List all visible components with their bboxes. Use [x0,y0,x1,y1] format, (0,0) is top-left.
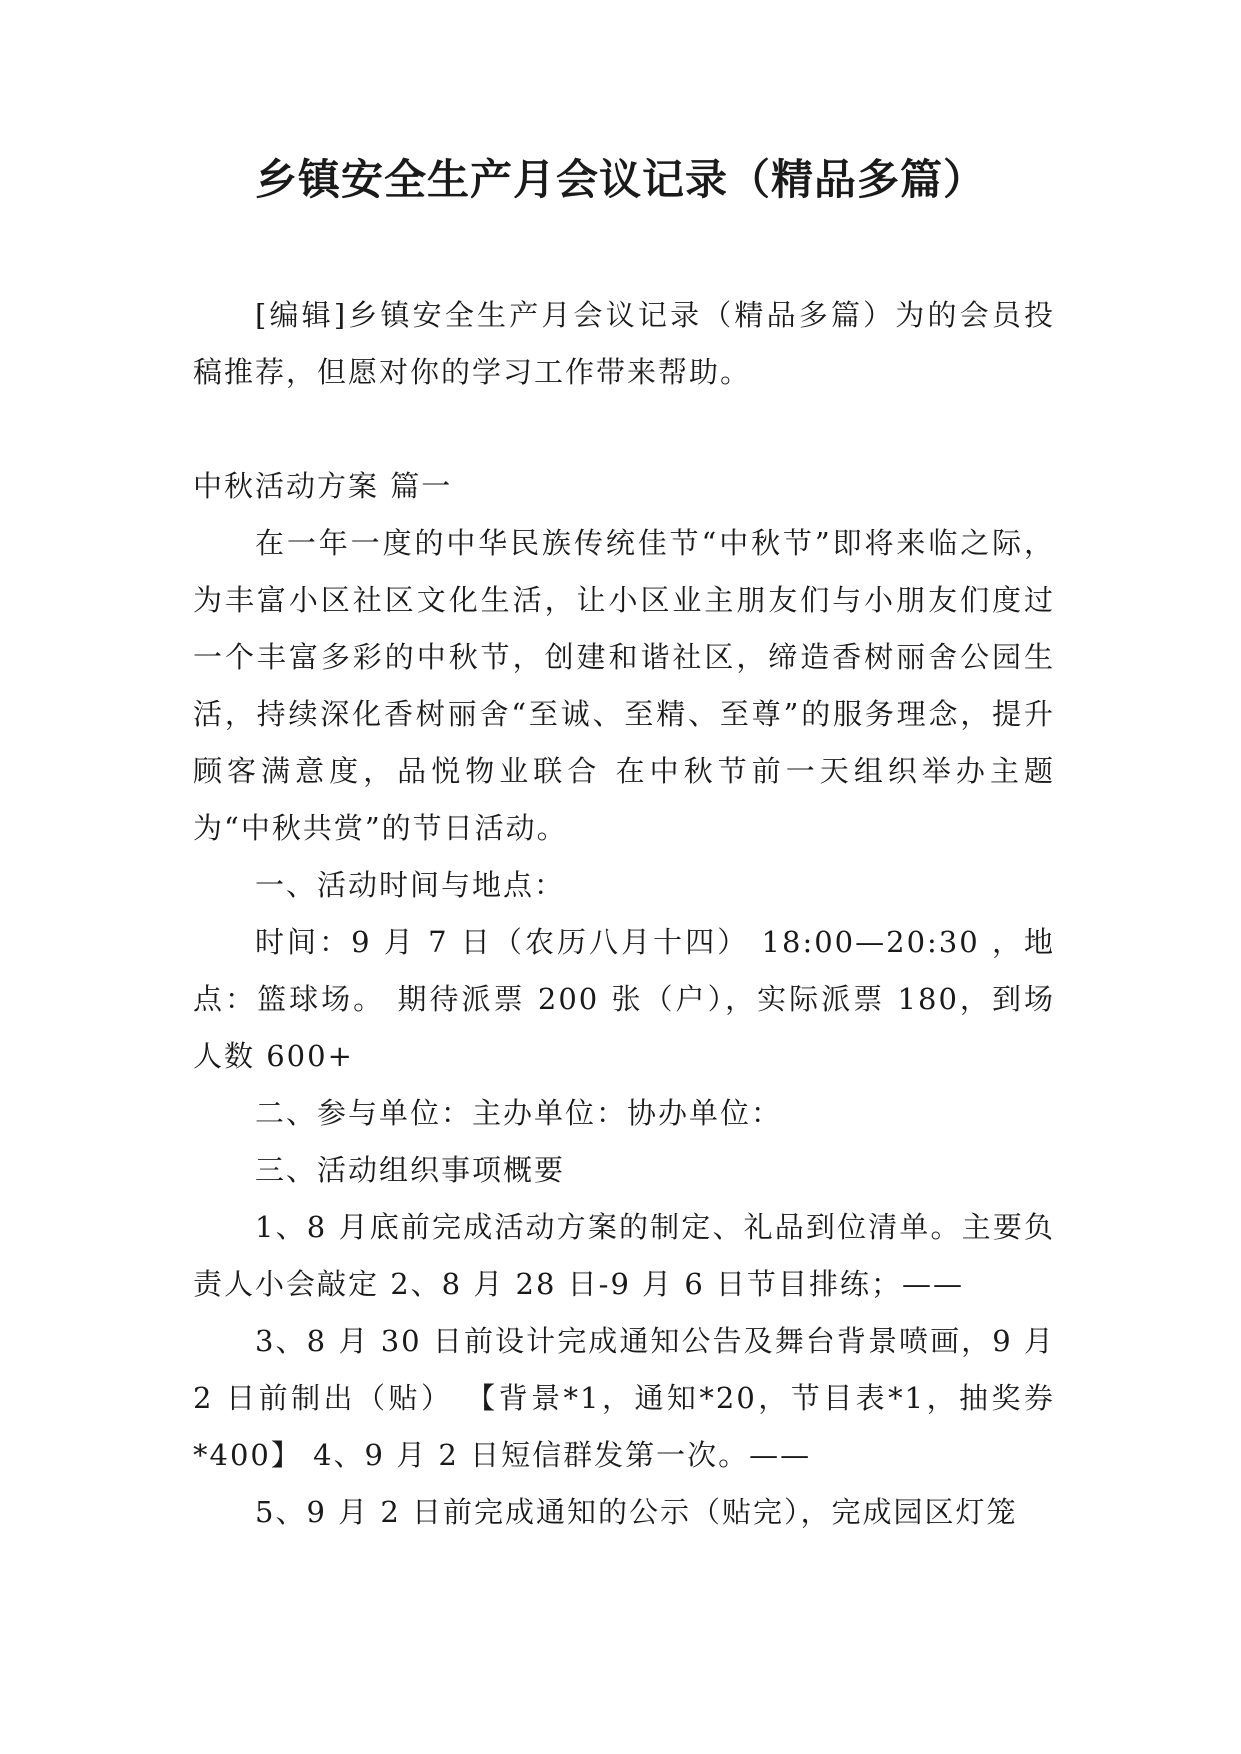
section-heading: 中秋活动方案 篇一 [193,469,453,503]
paragraph-background: 在一年一度的中华民族传统佳节“中秋节”即将来临之际，为丰富小区社区文化生活，让小区业主朋友们与小朋友们度过一个丰富多彩的中秋节，创建和谐社区，缔造香树丽舍公园生活，持续深化香树丽舍“至诚、至精、至尊”的服务理念，提升顾客满意度，品悦物业联合 在中秋节前一天组织举办主题为“中秋共赏”的节日活动。 [193,526,1055,845]
paragraph-item-1-2: 1、8 月底前完成活动方案的制定、礼品到位清单。主要负责人小会敲定 2、8 月 28 日-9 月 6 日节目排练；—— [193,1210,1055,1301]
paragraph-time-place-heading: 一、活动时间与地点： [255,868,566,902]
document-title: 乡镇安全生产月会议记录（精品多篇） [254,155,986,204]
intro-paragraph: [编辑]乡镇安全生产月会议记录（精品多篇）为的会员投稿推荐，但愿对你的学习工作带来帮助。 [193,298,1055,389]
paragraph-organization-heading: 三、活动组织事项概要 [255,1153,566,1187]
paragraph-time-place: 时间：9 月 7 日（农历八月十四） 18:00—20:30 ，地点：篮球场。 期待派票 200 张（户），实际派票 180，到场人数 600+ [193,925,1056,1073]
paragraph-participants: 二、参与单位：主办单位：协办单位： [255,1096,783,1130]
paragraph-item-3-4: 3、8 月 30 日前设计完成通知公告及舞台背景喷画，9 月 2 日前制出（贴） 【背景*1，通知*20，节目表*1，抽奖券*400】 4、9 月 2 日短信群发第一次。—— [193,1324,1055,1472]
paragraph-item-5: 5、9 月 2 日前完成通知的公示（贴完），完成园区灯笼 [255,1495,1018,1529]
document-body [193,287,1055,1541]
